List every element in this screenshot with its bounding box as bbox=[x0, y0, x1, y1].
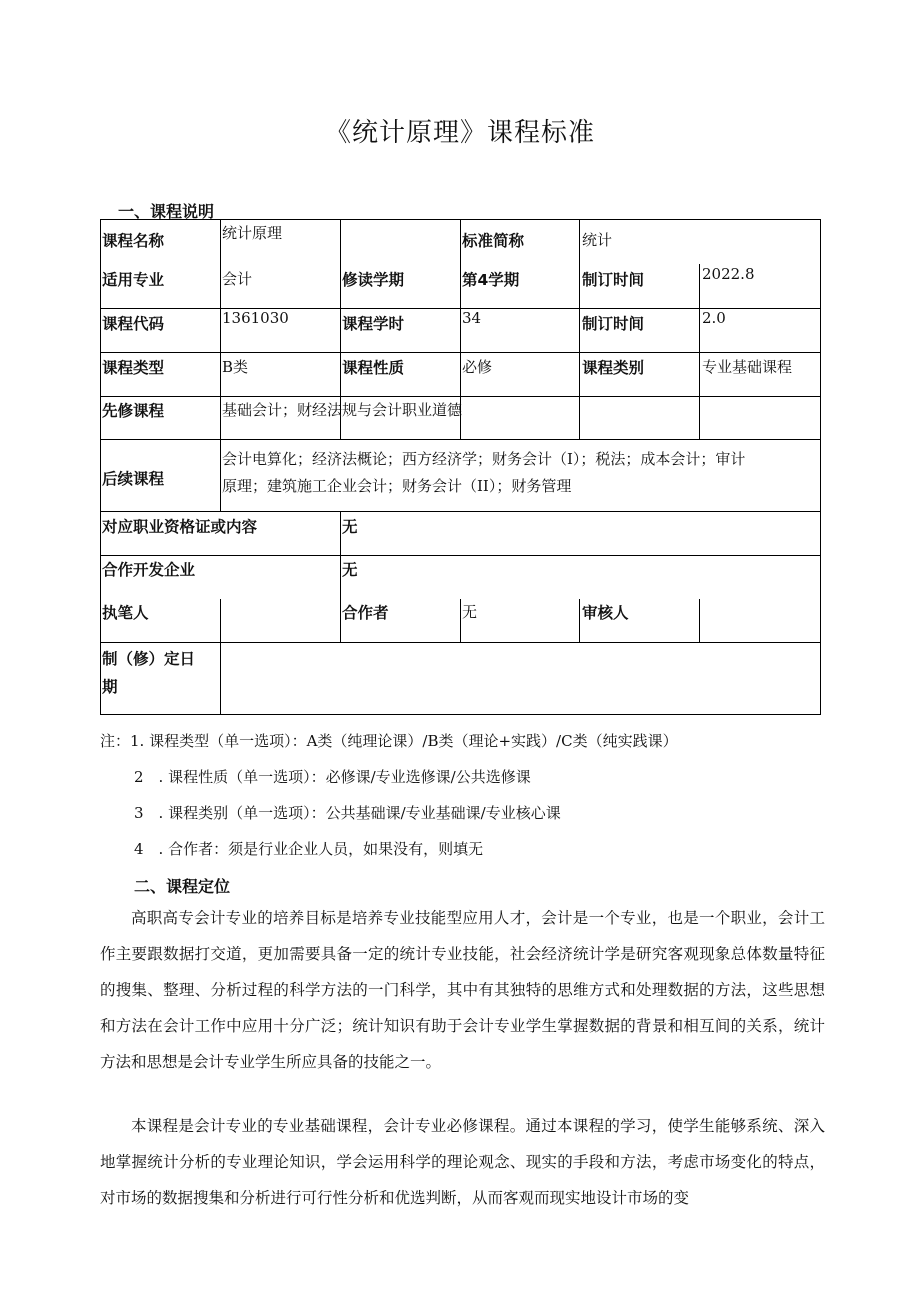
course-name-value: 统计原理 bbox=[222, 224, 283, 242]
note-3: 3 . 课程类别（单一选项）：公共基础课/专业基础课/专业核心课 bbox=[134, 804, 561, 822]
course-name-label: 课程名称 bbox=[102, 232, 165, 250]
paragraph-2: 本课程是会计专业的专业基础课程，会计专业必修课程。通过本课程的学习，使学生能够系统、深入地掌握统计分析的专业理论知识，学会运用科学的理论观念、现实的手段和方法，考虑市场变化的特点，对市场的数据搜集和分析进行可行性分析和优选判断，从而客观而现实地设计市场的变 bbox=[100, 1117, 825, 1207]
coop-label: 合作开发企业 bbox=[102, 561, 196, 579]
note-4: 4 . 合作者：须是行业企业人员，如果没有，则填无 bbox=[134, 840, 484, 858]
section-heading-2: 二、课程定位 bbox=[134, 877, 231, 896]
nature-label: 课程性质 bbox=[342, 359, 405, 377]
hours-label: 课程学时 bbox=[342, 315, 405, 333]
hours-value: 34 bbox=[462, 309, 482, 327]
date2-value: 2.0 bbox=[702, 309, 726, 327]
coop-value: 无 bbox=[342, 561, 358, 579]
partner-value: 无 bbox=[462, 603, 478, 621]
note-2: 2 . 课程性质（单一选项）：必修课/专业选修课/公共选修课 bbox=[134, 768, 531, 786]
partner-label: 合作者 bbox=[342, 604, 389, 622]
reviewer-label: 审核人 bbox=[582, 604, 629, 622]
revise-label-line1: 制（修）定日 bbox=[102, 650, 196, 668]
type-label: 课程类型 bbox=[102, 359, 165, 377]
date2-label: 制订时间 bbox=[582, 315, 645, 333]
semester-value: 第4学期 bbox=[462, 271, 520, 289]
short-name-value: 统计 bbox=[582, 231, 613, 249]
page-title: 《统计原理》课程标准 bbox=[324, 118, 595, 148]
major-label: 适用专业 bbox=[102, 271, 165, 289]
date-value: 2022.8 bbox=[702, 265, 755, 283]
major-value: 会计 bbox=[222, 270, 253, 288]
code-label: 课程代码 bbox=[102, 315, 165, 333]
prereq-value: 基础会计；财经法规与会计职业道德 bbox=[222, 401, 463, 419]
follow-value-line1: 会计电算化；经济法概论；西方经济学；财务会计（I）；税法；成本会计；审计 bbox=[222, 450, 746, 468]
short-name-label: 标准简称 bbox=[462, 232, 525, 250]
category-label: 课程类别 bbox=[582, 359, 645, 377]
revise-label-line2: 期 bbox=[102, 678, 118, 696]
cert-label: 对应职业资格证或内容 bbox=[102, 518, 258, 536]
note-1: 注：1. 课程类型（单一选项）：A类（纯理论课）/B类（理论+实践）/C类（纯实践课） bbox=[100, 732, 678, 750]
prereq-label: 先修课程 bbox=[102, 402, 165, 420]
follow-label: 后续课程 bbox=[102, 470, 165, 488]
nature-value: 必修 bbox=[462, 358, 493, 376]
section-heading-1: 一、课程说明 bbox=[118, 202, 215, 221]
category-value: 专业基础课程 bbox=[702, 358, 793, 376]
author-label: 执笔人 bbox=[102, 604, 149, 622]
type-value: B类 bbox=[222, 358, 249, 376]
follow-value-line2: 原理；建筑施工企业会计；财务会计（II）；财务管理 bbox=[222, 477, 572, 495]
paragraph-1: 高职高专会计专业的培养目标是培养专业技能型应用人才，会计是一个专业，也是一个职业，会计工作主要跟数据打交道，更加需要具备一定的统计专业技能，社会经济统计学是研究客观现象总体数量特征的搜集、整理、分析过程的科学方法的一门科学，其中有其独特的思维方式和处理数据的方法，这些思想和方法在会计工作中应用十分广泛；统计知识有助于会计专业学生掌握数据的背景和相互间的关系，统计方法和思想是会计专业学生所应具备的技能之一。 bbox=[100, 909, 825, 1071]
semester-label: 修读学期 bbox=[342, 271, 405, 289]
code-value: 1361030 bbox=[222, 309, 289, 327]
date-label: 制订时间 bbox=[582, 271, 645, 289]
cert-value: 无 bbox=[342, 518, 358, 536]
